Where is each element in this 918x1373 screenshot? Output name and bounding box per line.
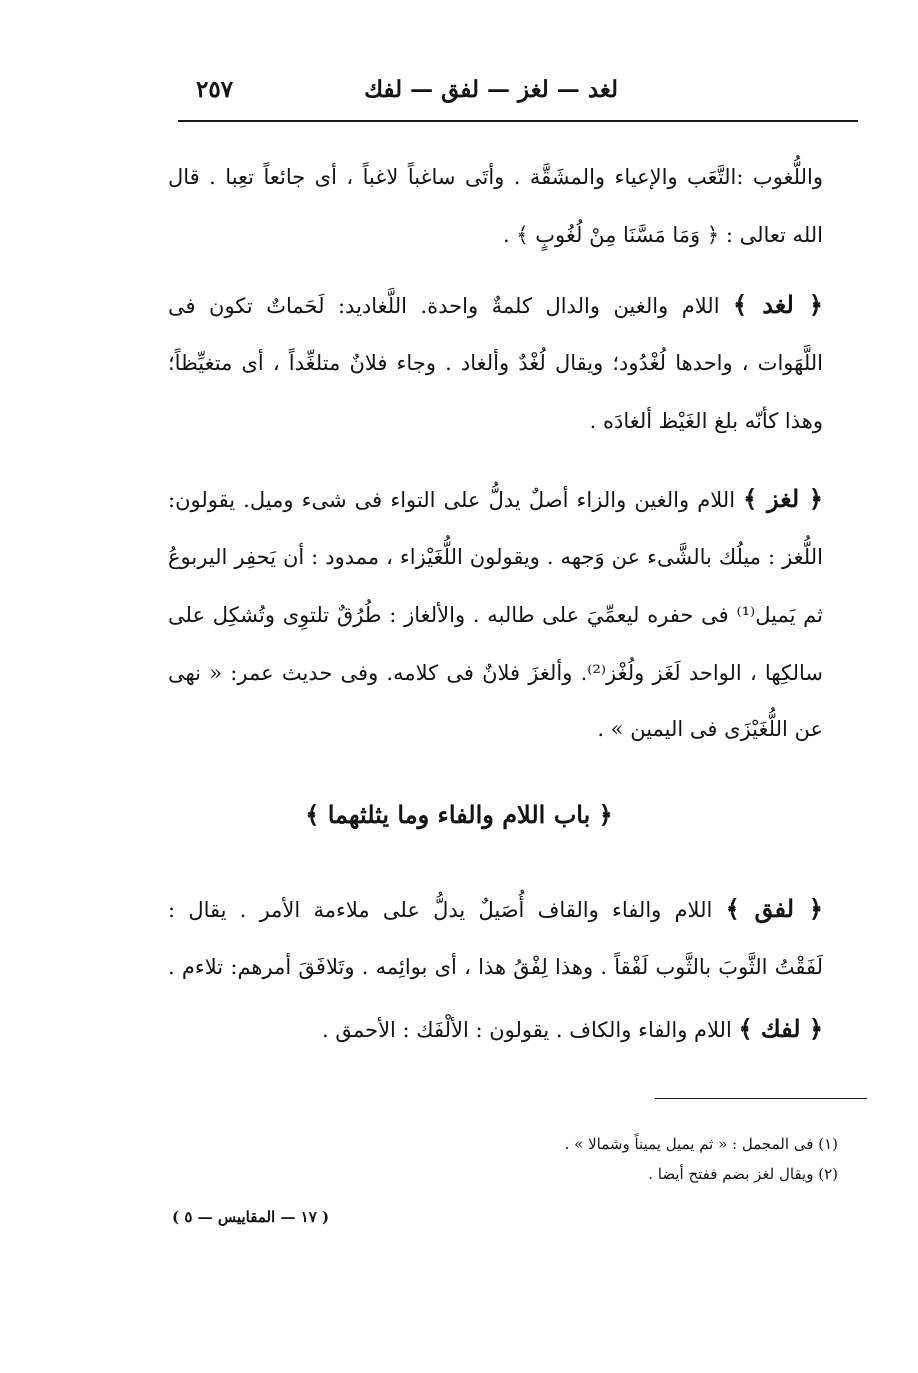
text-line: وهذا كأنّه بلغ الغَيْظ ألغادَه . xyxy=(589,409,823,433)
entry-text: اللام والغين والزاء أصلٌ يدلُّ على التواء فى شىء وميل. يقولون: xyxy=(168,488,736,512)
entry-text: اللام والفاء والقاف أُصَيلٌ يدلُّ على ملاءمة الأمر . يقال : xyxy=(168,898,713,922)
text-line: لَفَقْتُ الثَّوبَ بالثَّوب لَفْقاً . وهذا لِفْقُ هذا ، أى بوائِمه . وتَلافَقَ أمرهم: تلاءم . xyxy=(168,955,823,979)
text-line: واللُّغوب :التَّعَب والإعياء والمشَقَّة . وأتَى ساغباً لاغباً ، أى جائعاً تعِبا . قال xyxy=(168,165,823,189)
headword-lghd: ﴿ لغد ﴾ xyxy=(733,290,823,319)
section-title: ﴿ باب اللام والفاء وما يثلثهما ﴾ xyxy=(305,800,613,829)
entry-line-lghz xyxy=(168,482,823,517)
text-line: اللَّهَوات ، واحدها لُغْدُود؛ ويقال لُغْدٌ وألغاد . وجاء فلانٌ متلغِّداً ، أى متغيِّظاً؛ xyxy=(168,351,823,375)
entry-text: اللام والغين والدال كلمةٌ واحدة. اللَّغاديد: لَحَماتٌ تكون فى xyxy=(168,294,720,318)
text-line: سالكِها ، الواحد لَغَز ولُغْز⁽²⁾. وألغزَ فلانٌ فى كلامه. وفى حديث عمر: « نهى xyxy=(168,661,824,685)
headword-lghz: ﴿ لغز ﴾ xyxy=(743,484,823,513)
footnote-1: (١) فى المجمل : « ثم يميل يميناً وشمالا » . xyxy=(564,1135,838,1153)
text-line: اللُّغز : ميلُك بالشَّىء عن وَجهه . ويقولون اللُّغَيْزاء ، ممدود : أن يَحفِر اليربوعُ xyxy=(168,545,823,569)
text-line: عن اللُّغَيْزَى فى اليمين » . xyxy=(597,717,823,741)
headword-lfq: ﴿ لفق ﴾ xyxy=(725,894,823,923)
text-line: الله تعالى : ﴿ وَمَا مَسَّنَا مِنْ لُغُوبٍ ﴾ . xyxy=(502,223,823,247)
text-line: ثم يَميل⁽¹⁾ فى حفره ليعمِّيَ على طالبه . والألغاز : طُرُقٌ تلتوِى وتُشكِل على xyxy=(168,603,823,627)
entry-line-lghd xyxy=(168,288,823,323)
entry-line-lfk xyxy=(168,1012,823,1047)
entry-text: اللام والفاء والكاف . يقولون : الألْفَك : الأحمق . xyxy=(322,1018,732,1042)
footnote-2: (٢) ويقال لغز بضم ففتح أيضا . xyxy=(648,1165,838,1183)
signature-mark: ( ١٧ — المقاييس — ٥ ) xyxy=(172,1208,330,1226)
page-number: ٢٥٧ xyxy=(196,76,234,103)
headword-lfk: ﴿ لفك ﴾ xyxy=(738,1014,823,1043)
footnote-rule xyxy=(655,1098,867,1099)
header-rule xyxy=(178,120,858,122)
running-header-title: لغد — لغز — لفق — لفك xyxy=(364,76,618,103)
entry-line-lfq xyxy=(168,892,823,927)
